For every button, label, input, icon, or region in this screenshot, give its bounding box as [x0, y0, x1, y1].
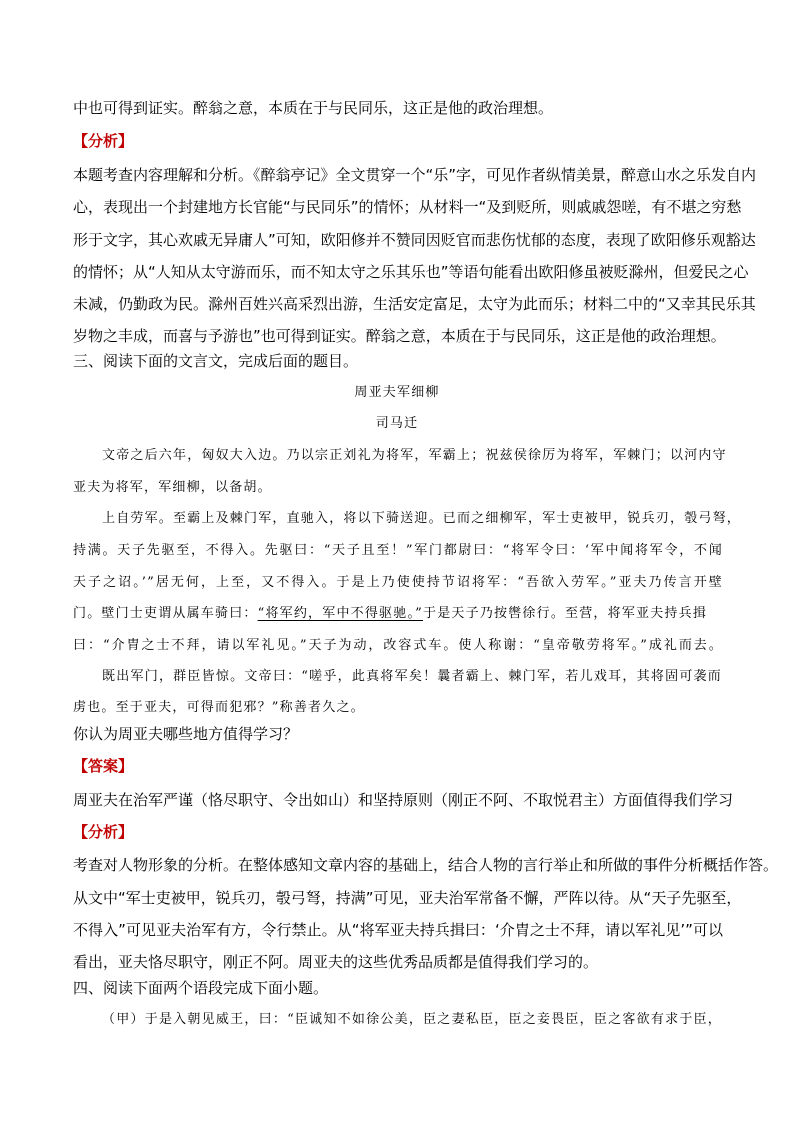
classical-text-line: 曰：“介胄之士不拜，请以军礼见。”天子为动，改容式车。使人称谢：“皇帝敬劳将军。”成礼而去。 — [73, 638, 723, 653]
classical-text-line: 既出军门，群臣皆惊。文帝曰：“嗟乎，此真将军矣！曩者霸上、棘门军，若儿戏耳，其将固可袭而 — [102, 669, 722, 684]
section-heading: 三、阅读下面的文言文，完成后面的题目。 — [73, 352, 359, 370]
classical-text-line — [73, 604, 707, 624]
analysis-line: 考查对人物形象的分析。在整体感知文章内容的基础上，结合人物的言行举止和所做的事件分析概括作答。 — [73, 856, 779, 874]
classical-text-line: 天子之诏。’”居无何，上至，又不得入。于是上乃使使持节诏将军：“吾欲入劳军。”亚夫乃传言开壁 — [73, 575, 723, 590]
body-text-line: 中也可得到证实。醉翁之意，本质在于与民同乐，这正是他的政治理想。 — [73, 99, 554, 117]
analysis-line: 的情怀；从“人知从太守游而乐，而不知太守之乐其乐也”等语句能看出欧阳修虽被贬滁州，但爱民之心 — [73, 263, 749, 281]
question-text: 你认为周亚夫哪些地方值得学习？ — [73, 725, 299, 743]
classical-text-segment: 于是天子乃按辔徐行。至营，将军亚夫持兵揖 — [423, 606, 708, 621]
analysis-line: 本题考查内容理解和分析。《醉翁亭记》全文贯穿一个“乐”字，可见作者纵情美景，醉意山水之乐发自内 — [73, 166, 757, 184]
analysis-line: 看出，亚夫恪尽职守，刚正不阿。周亚夫的这些优秀品质都是值得我们学习的。 — [73, 953, 599, 971]
classical-text-line: 文帝之后六年，匈奴大入边。乃以宗正刘礼为将军，军霸上；祝兹侯徐厉为将军，军棘门；以河内守 — [102, 448, 727, 463]
analysis-label: 【分析】 — [73, 823, 134, 841]
classical-text-line: （甲）于是入朝见威王，曰：“臣诚知不如徐公美，臣之妻私臣，臣之妾畏臣，臣之客欲有求于臣， — [102, 1012, 722, 1027]
analysis-line: 岁物之丰成，而喜与予游也”也可得到证实。醉翁之意，本质在于与民同乐，这正是他的政治理想。 — [73, 327, 726, 345]
section-heading: 四、阅读下面两个语段完成下面小题。 — [73, 979, 329, 997]
classical-author: 司马迁 — [375, 416, 419, 431]
analysis-line: 从文中“军士吏被甲，锐兵刃，彀弓弩，持满”可见，亚夫治军常备不懈，严阵以待。从“天子先驱至， — [73, 889, 742, 907]
answer-text: 周亚夫在治军严谨（恪尽职守、令出如山）和坚持原则（刚正不阿、不取悦君主）方面值得我们学习 — [73, 791, 734, 809]
analysis-label: 【分析】 — [73, 132, 134, 150]
classical-text-segment: 门。壁门士吏谓从属车骑曰： — [73, 606, 258, 621]
analysis-line: 不得入”可见亚夫治军有方，令行禁止。从“将军亚夫持兵揖曰：‘介胄之士不拜，请以军礼见’”可以 — [73, 921, 723, 939]
underlined-quote: “将军约，军中不得驱驰。” — [257, 606, 424, 621]
analysis-line: 未减，仍勤政为民。滁州百姓兴高采烈出游，生活安定富足，太守为此而乐；材料二中的“又幸其民乐其 — [73, 295, 756, 313]
answer-label: 【答案】 — [73, 757, 134, 775]
analysis-line: 形于文字，其心欢戚无异庸人”可知，欧阳修并不赞同因贬官而悲伤忧郁的态度，表现了欧阳修乐观豁达 — [73, 231, 756, 249]
analysis-line: 心，表现出一个封建地方长官能“与民同乐”的情怀；从材料一“及到贬所，则戚戚怨嗟，有不堪之穷愁 — [73, 198, 742, 216]
classical-text-line: 虏也。至于亚夫，可得而犯邪？”称善者久之。 — [73, 700, 365, 715]
classical-text-line: 持满。天子先驱至，不得入。先驱曰：“天子且至！”军门都尉曰：“将军令曰：‘军中闻将军令，不闻 — [73, 543, 723, 558]
classical-text-line: 上自劳军。至霸上及棘门军，直驰入，将以下骑送迎。已而之细柳军，军士吏被甲，锐兵刃，彀弓弩， — [102, 511, 742, 526]
classical-title: 周亚夫军细柳 — [354, 385, 440, 400]
classical-text-line: 亚夫为将军，军细柳，以备胡。 — [73, 480, 272, 495]
